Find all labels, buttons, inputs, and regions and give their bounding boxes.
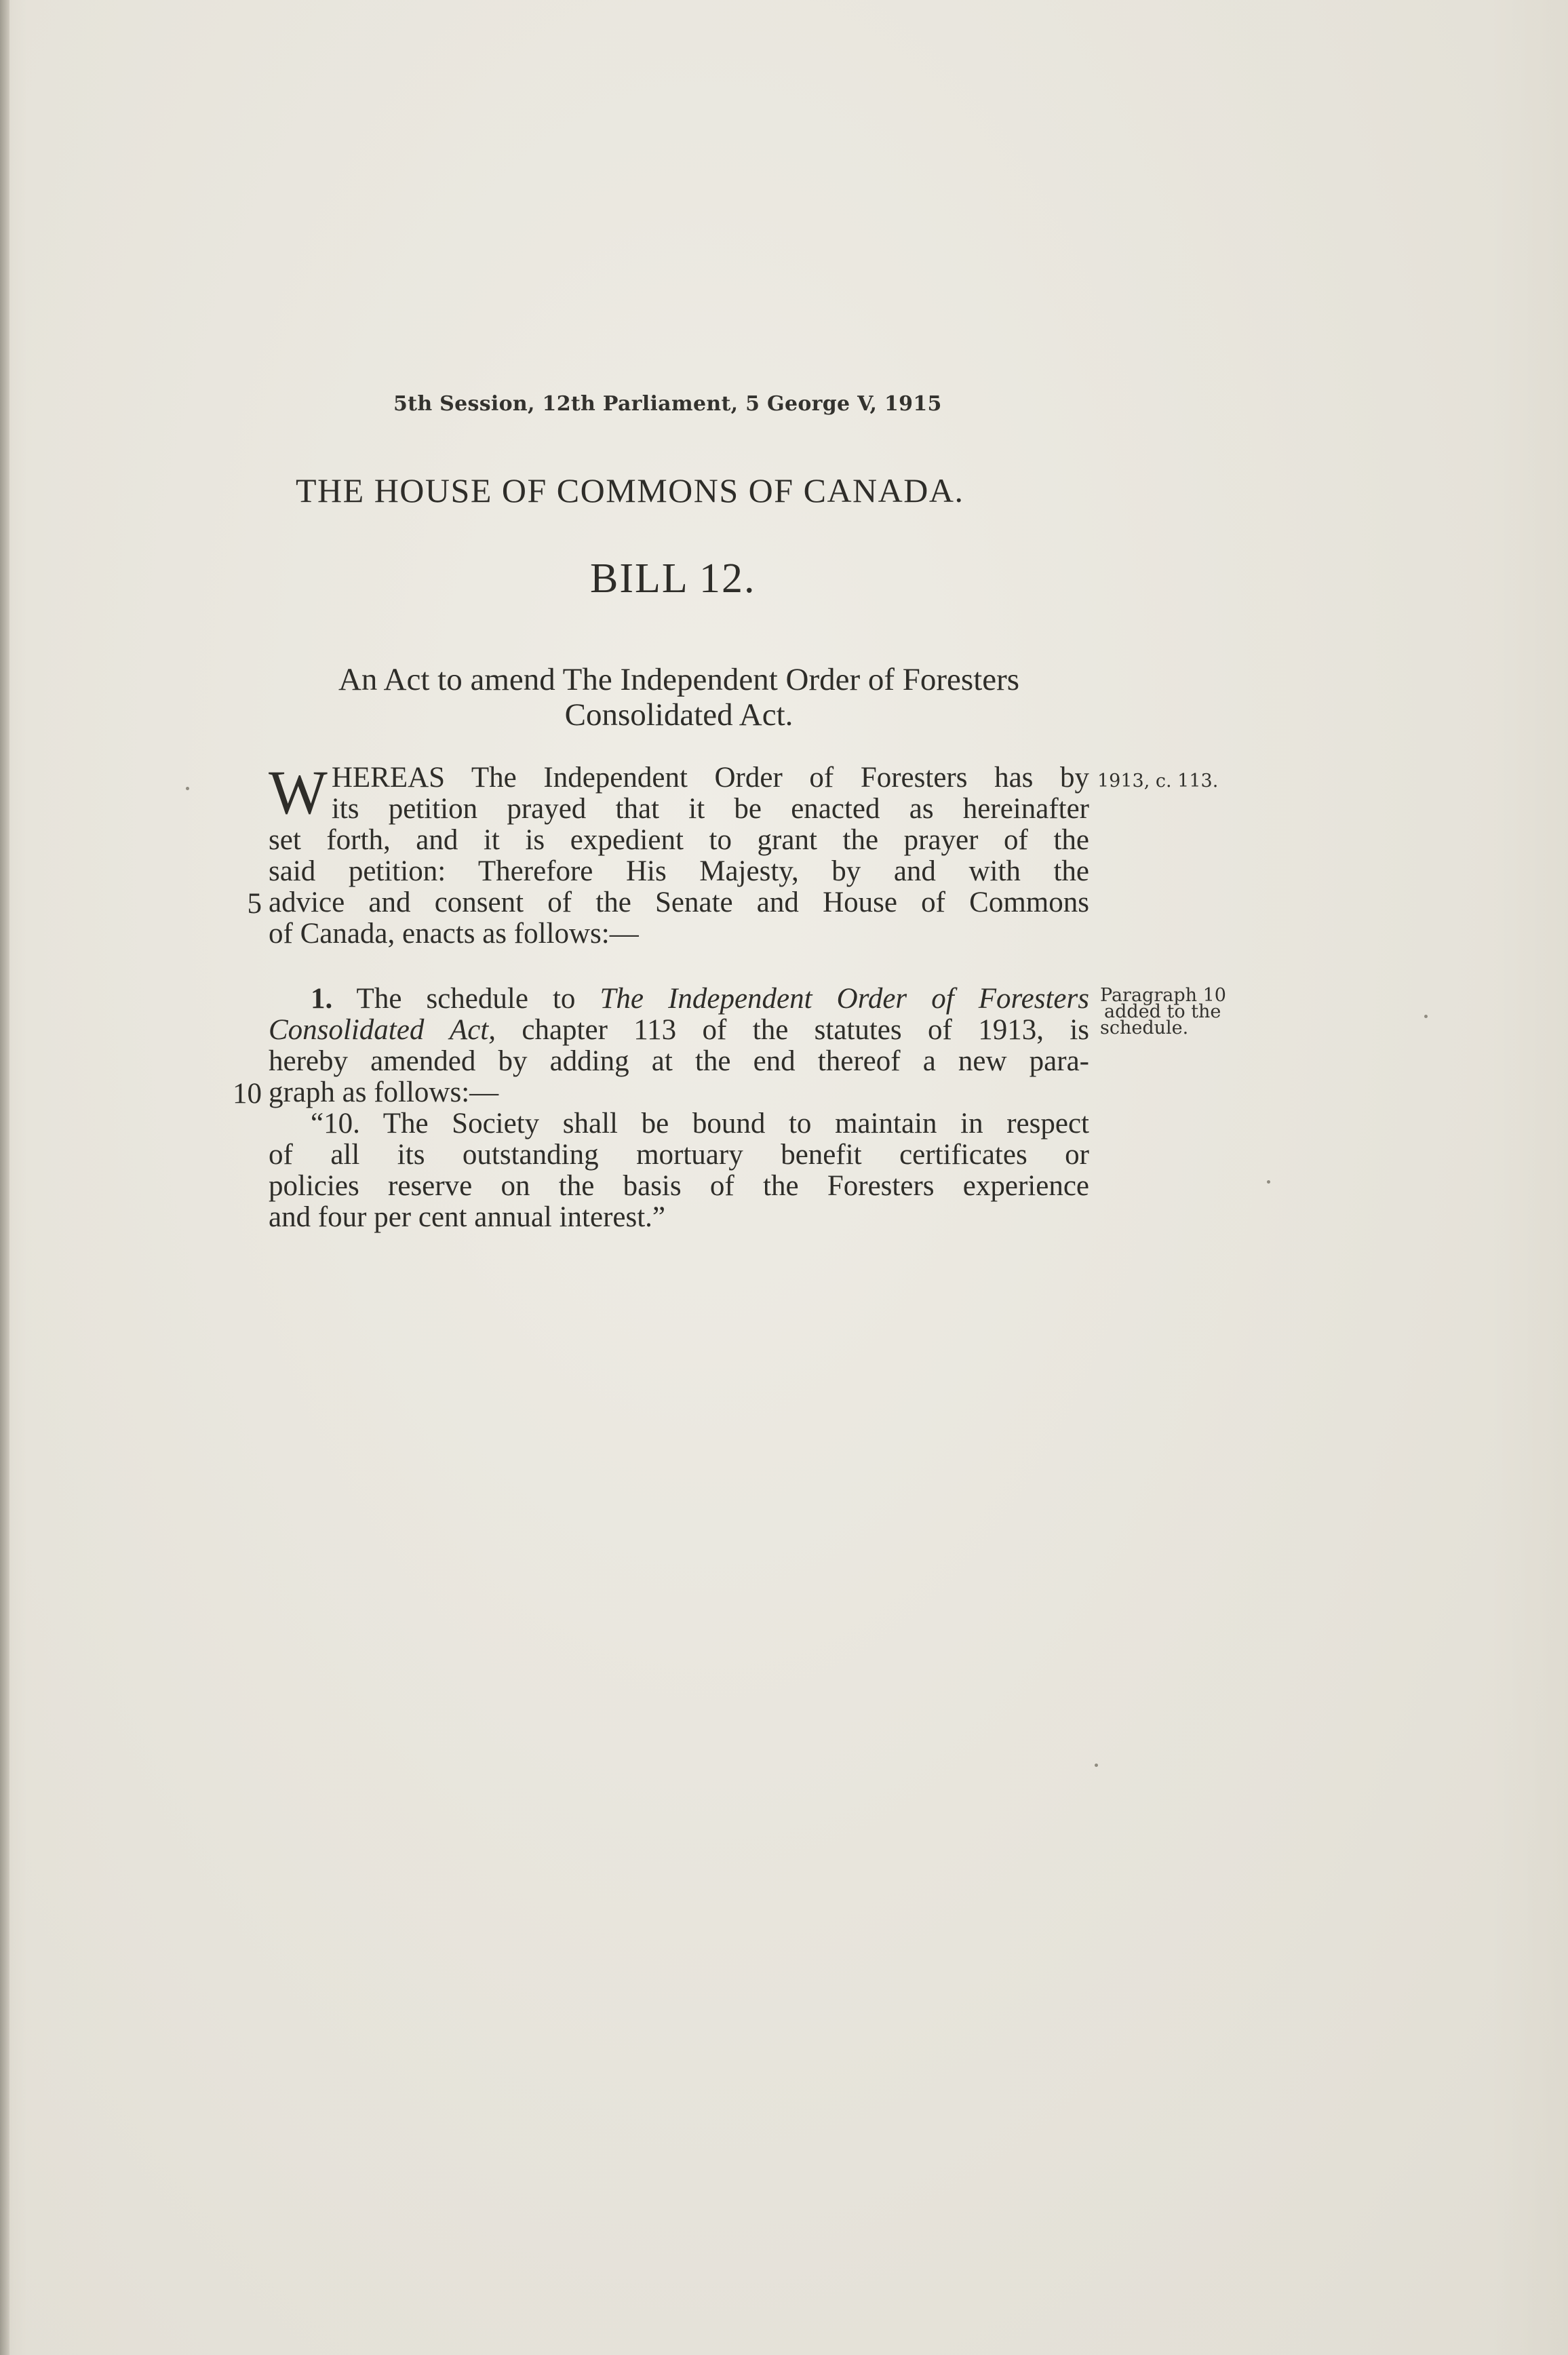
paper-speck [1424,1015,1428,1018]
section-1 [269,984,1089,1233]
section-line: and four per cent annual interest.” [269,1201,666,1233]
paper-speck [1267,1180,1270,1184]
margin-note-line: Paragraph 10 [1100,985,1226,1006]
section-number: 1. [311,983,333,1015]
section-line: of all its outstanding mortuary benefit certificates or [269,1139,1089,1171]
bill-number: BILL 12. [590,556,756,602]
preamble-line: set forth, and it is expedient to grant the prayer of the [269,824,1089,856]
section-line: policies reserve on the basis of the Foresters experience [269,1170,1089,1202]
section-line: graph as follows:— [269,1076,499,1108]
section-line: “10. The Society shall be bound to maintain in respect [311,1108,1089,1140]
preamble-line: of Canada, enacts as follows:— [269,918,639,950]
section-line: hereby amended by adding at the end thereof a new para- [269,1045,1089,1077]
section-line: 1. The schedule to The Independent Order of Foresters [311,983,1089,1015]
preamble [269,758,1089,950]
margin-note-citation: 1913, c. 113. [1097,771,1219,792]
line-number: 5 [247,888,262,920]
preamble-line: its petition prayed that it be enacted as hereinafter [331,793,1089,825]
page-binding-edge [0,0,9,2355]
margin-note-section-1 [1100,985,1226,1038]
preamble-line: said petition: Therefore His Majesty, by and with the [269,855,1089,887]
act-title-line-2: Consolidated Act. [564,697,793,733]
preamble-dropcap: W [269,758,328,827]
section-line: Consolidated Act, chapter 113 of the statutes of 1913, is [269,1014,1089,1046]
margin-note-line: added to the [1104,1001,1221,1022]
session-line: 5th Session, 12th Parliament, 5 George V, 1915 [393,392,942,416]
margin-note-line: schedule. [1100,1017,1189,1038]
line-number: 10 [233,1078,262,1110]
act-title [269,662,1089,733]
paper-speck [1095,1764,1098,1767]
paper-speck [186,787,189,790]
preamble-line: HEREAS The Independent Order of Foresters has by [331,762,1089,794]
act-title-line-1: An Act to amend The Independent Order of Foresters [338,662,1020,697]
house-title: THE HOUSE OF COMMONS OF CANADA. [296,471,964,509]
preamble-line: advice and consent of the Senate and House of Commons [269,887,1089,918]
